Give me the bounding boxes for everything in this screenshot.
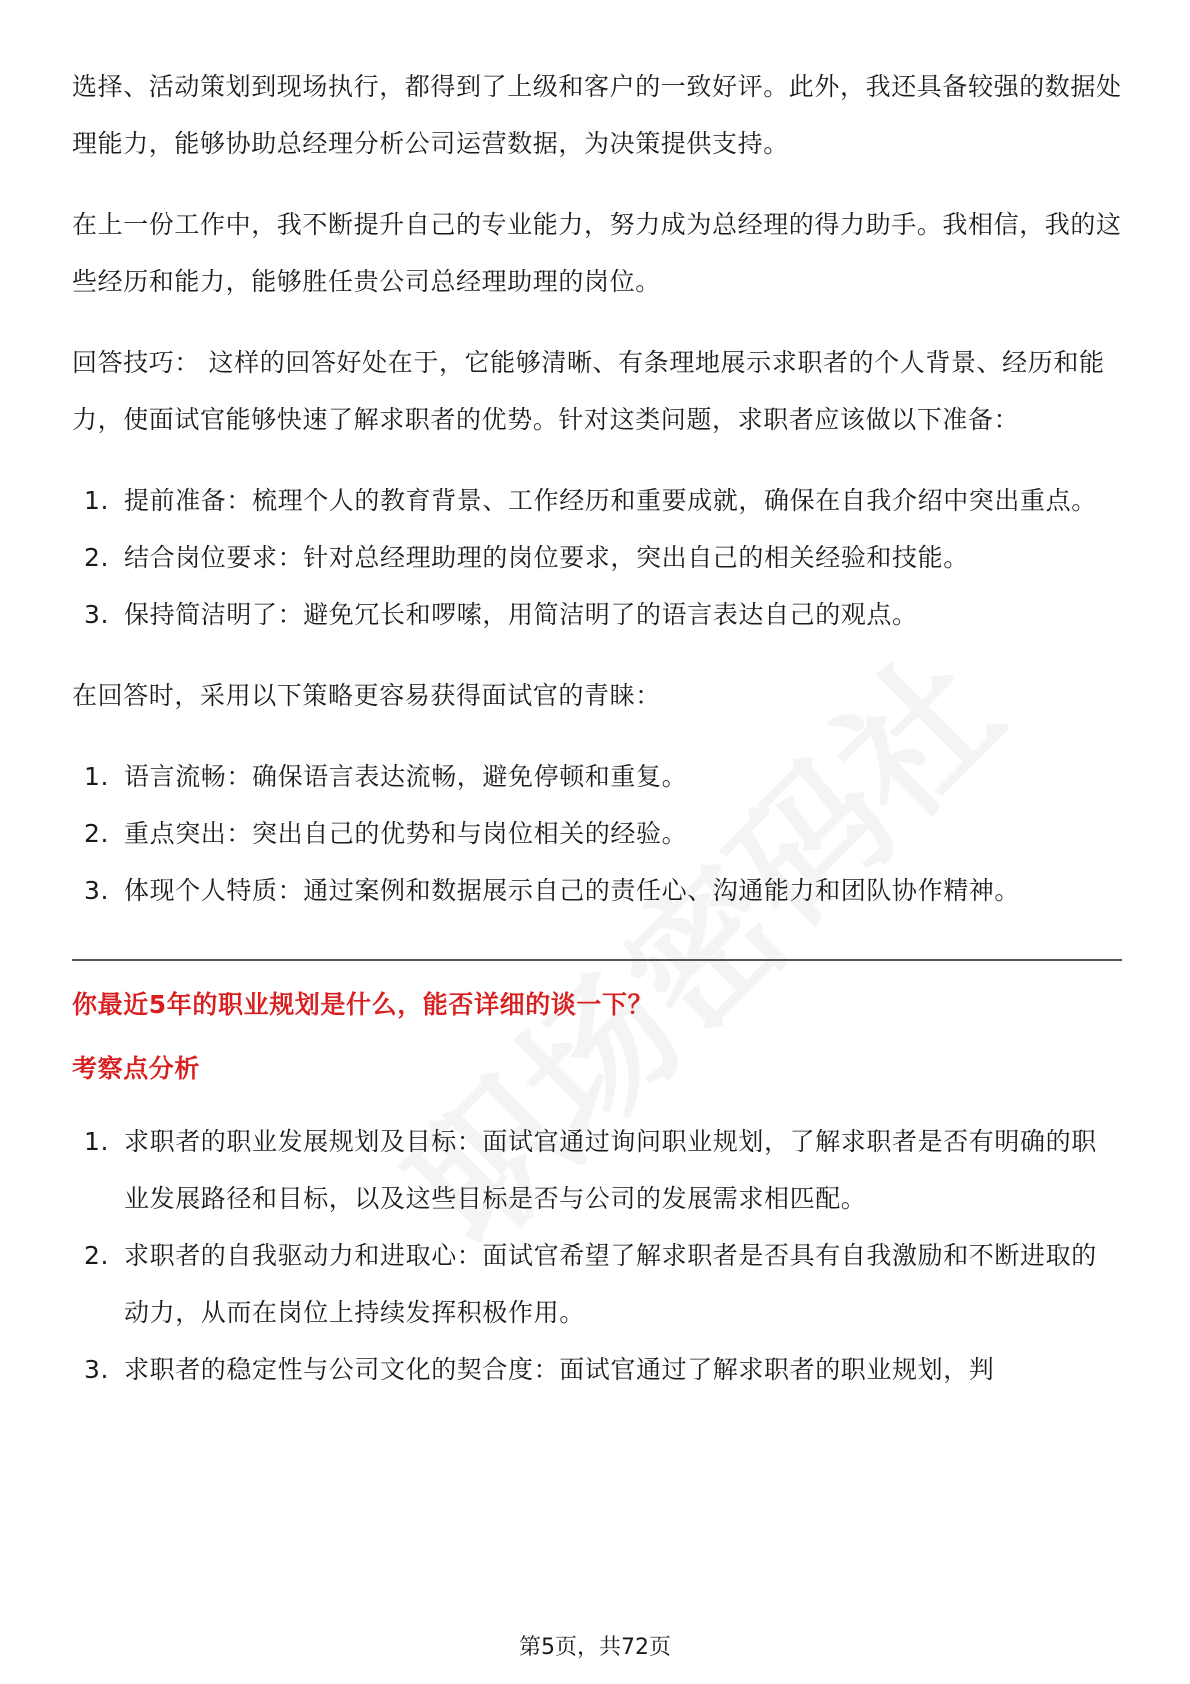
list-item-text: 重点突出：突出自己的优势和与岗位相关的经验。 bbox=[124, 819, 688, 848]
paragraph: 选择、活动策划到现场执行，都得到了上级和客户的一致好评。此外，我还具备较强的数据处理能力，能够协助总经理分析公司运营数据，为决策提供支持。 bbox=[72, 72, 1122, 158]
list-number: 2. bbox=[84, 1241, 110, 1270]
list-number: 1. bbox=[84, 1127, 110, 1156]
list-number: 3. bbox=[84, 1355, 110, 1384]
list-item-text: 求职者的稳定性与公司文化的契合度：面试官通过了解求职者的职业规划，判 bbox=[124, 1355, 995, 1384]
list-item bbox=[72, 529, 1122, 586]
list-number: 1. bbox=[84, 762, 110, 791]
page-content bbox=[72, 58, 1122, 1398]
paragraph-answer-tips: 回答技巧： 这样的回答好处在于，它能够清晰、有条理地展示求职者的个人背景、经历和能力，使面试官能够快速了解求职者的优势。针对这类问题，求职者应该做以下准备： bbox=[72, 348, 1105, 434]
list-item bbox=[72, 805, 1122, 862]
list-number: 2. bbox=[84, 819, 110, 848]
list-item bbox=[72, 586, 1122, 643]
list-number: 2. bbox=[84, 543, 110, 572]
list-item bbox=[72, 1227, 1122, 1341]
list-item-text: 求职者的自我驱动力和进取心：面试官希望了解求职者是否具有自我激励和不断进取的动力，从而在岗位上持续发挥积极作用。 bbox=[124, 1241, 1097, 1327]
strategy-list bbox=[72, 748, 1122, 919]
analysis-list bbox=[72, 1113, 1122, 1398]
list-item-text: 语言流畅：确保语言表达流畅，避免停顿和重复。 bbox=[124, 762, 688, 791]
paragraph: 在回答时，采用以下策略更容易获得面试官的青睐： bbox=[72, 681, 661, 710]
section-divider bbox=[72, 959, 1122, 961]
list-item-text: 保持简洁明了：避免冗长和啰嗦，用简洁明了的语言表达自己的观点。 bbox=[124, 600, 918, 629]
list-item-text: 提前准备：梳理个人的教育背景、工作经历和重要成就，确保在自我介绍中突出重点。 bbox=[124, 486, 1097, 515]
preparation-list bbox=[72, 472, 1122, 643]
list-item bbox=[72, 748, 1122, 805]
list-item bbox=[72, 472, 1122, 529]
list-item bbox=[72, 862, 1122, 919]
list-number: 1. bbox=[84, 486, 110, 515]
list-number: 3. bbox=[84, 600, 110, 629]
question-heading: 你最近5年的职业规划是什么，能否详细的谈一下？ bbox=[72, 990, 654, 1019]
list-item bbox=[72, 1341, 1122, 1398]
paragraph: 在上一份工作中，我不断提升自己的专业能力，努力成为总经理的得力助手。我相信，我的这些经历和能力，能够胜任贵公司总经理助理的岗位。 bbox=[72, 210, 1122, 296]
list-item-text: 体现个人特质：通过案例和数据展示自己的责任心、沟通能力和团队协作精神。 bbox=[124, 876, 1021, 905]
list-number: 3. bbox=[84, 876, 110, 905]
list-item-text: 结合岗位要求：针对总经理助理的岗位要求，突出自己的相关经验和技能。 bbox=[124, 543, 969, 572]
list-item bbox=[72, 1113, 1122, 1227]
list-item-text: 求职者的职业发展规划及目标：面试官通过询问职业规划，了解求职者是否有明确的职业发展路径和目标，以及这些目标是否与公司的发展需求相匹配。 bbox=[124, 1127, 1097, 1213]
analysis-heading: 考察点分析 bbox=[72, 1054, 201, 1083]
page-footer: 第5页，共72页 bbox=[519, 1635, 671, 1660]
